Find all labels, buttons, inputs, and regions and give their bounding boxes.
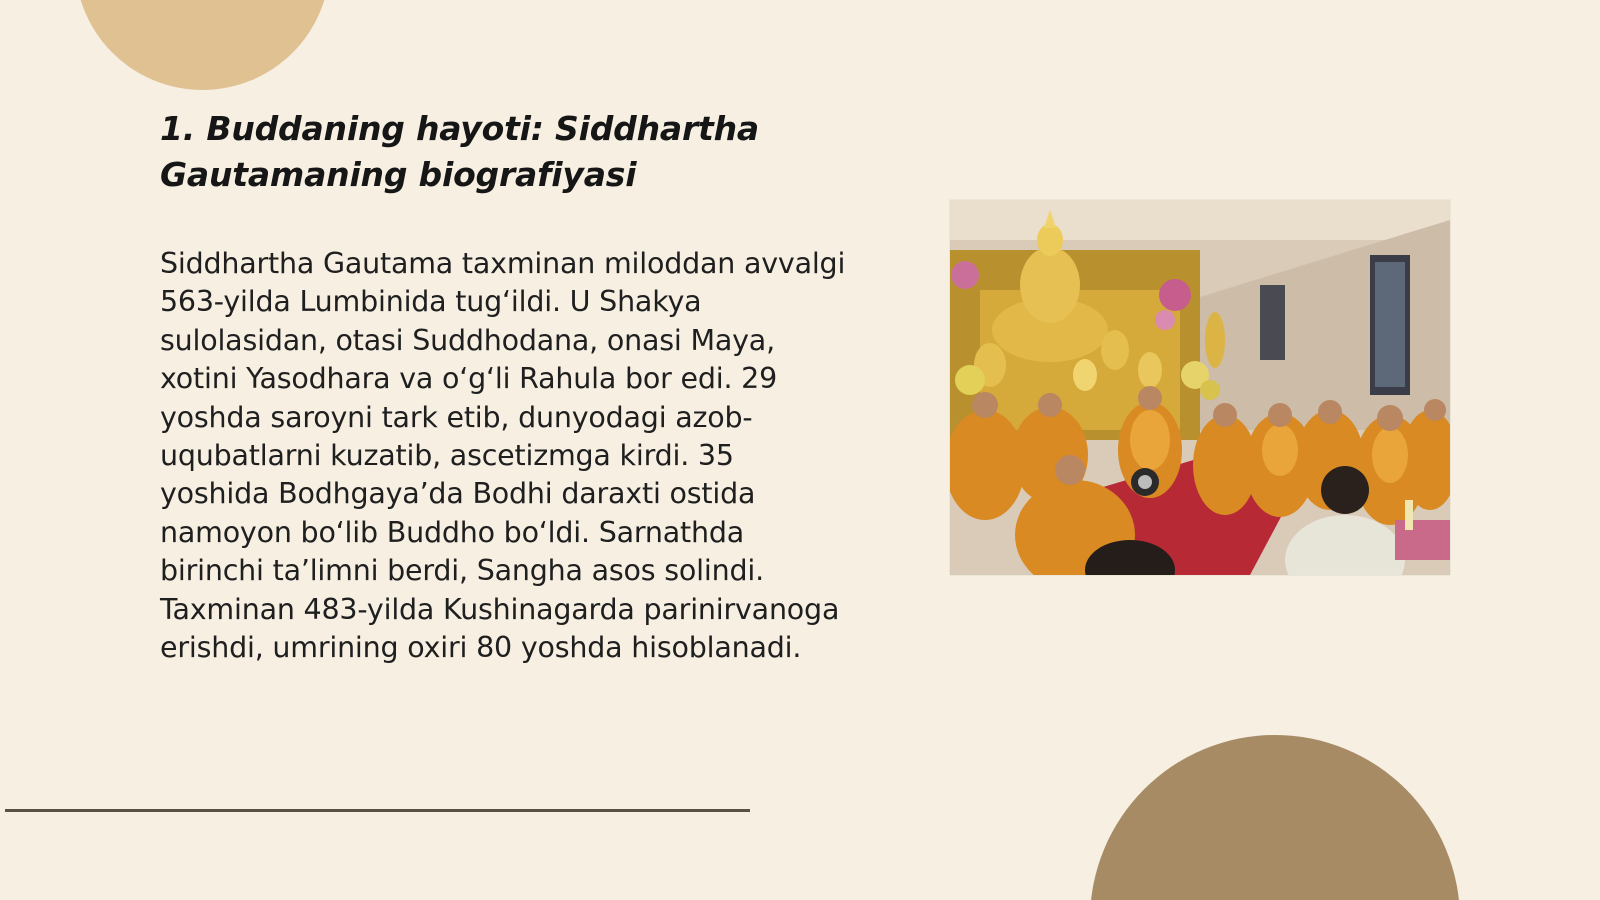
divider-line	[5, 809, 750, 812]
monks-ceremony-photo	[950, 200, 1450, 575]
decorative-circle-bottom	[1090, 735, 1460, 900]
slide-title: 1. Buddaning hayoti: Siddhartha Gautamaning biografiyasi	[160, 109, 759, 194]
decorative-circle-top	[75, 0, 330, 90]
slide-body-text: Siddhartha Gautama taxminan miloddan avvalgi 563-yilda Lumbinida tug‘ildi. U Shakya sulolasidan, otasi Suddhodana, onasi Maya, xotini Yasodhara va o‘g‘li Rahula bor edi. 29 yoshda saroyni tark etib, dunyodagi azob-uqubatlarni kuzatib, ascetizmga kirdi. 35 yoshida Bodhgaya’da Bodhi daraxti ostida namoyon bo‘lib Buddho bo‘ldi. Sarnathda birinchi ta’limni berdi, Sangha asos solindi. Taxminan 483-yilda Kushinagarda parinirvanoga erishdi, umrining oxiri 80 yoshda hisoblanadi.	[160, 247, 846, 665]
